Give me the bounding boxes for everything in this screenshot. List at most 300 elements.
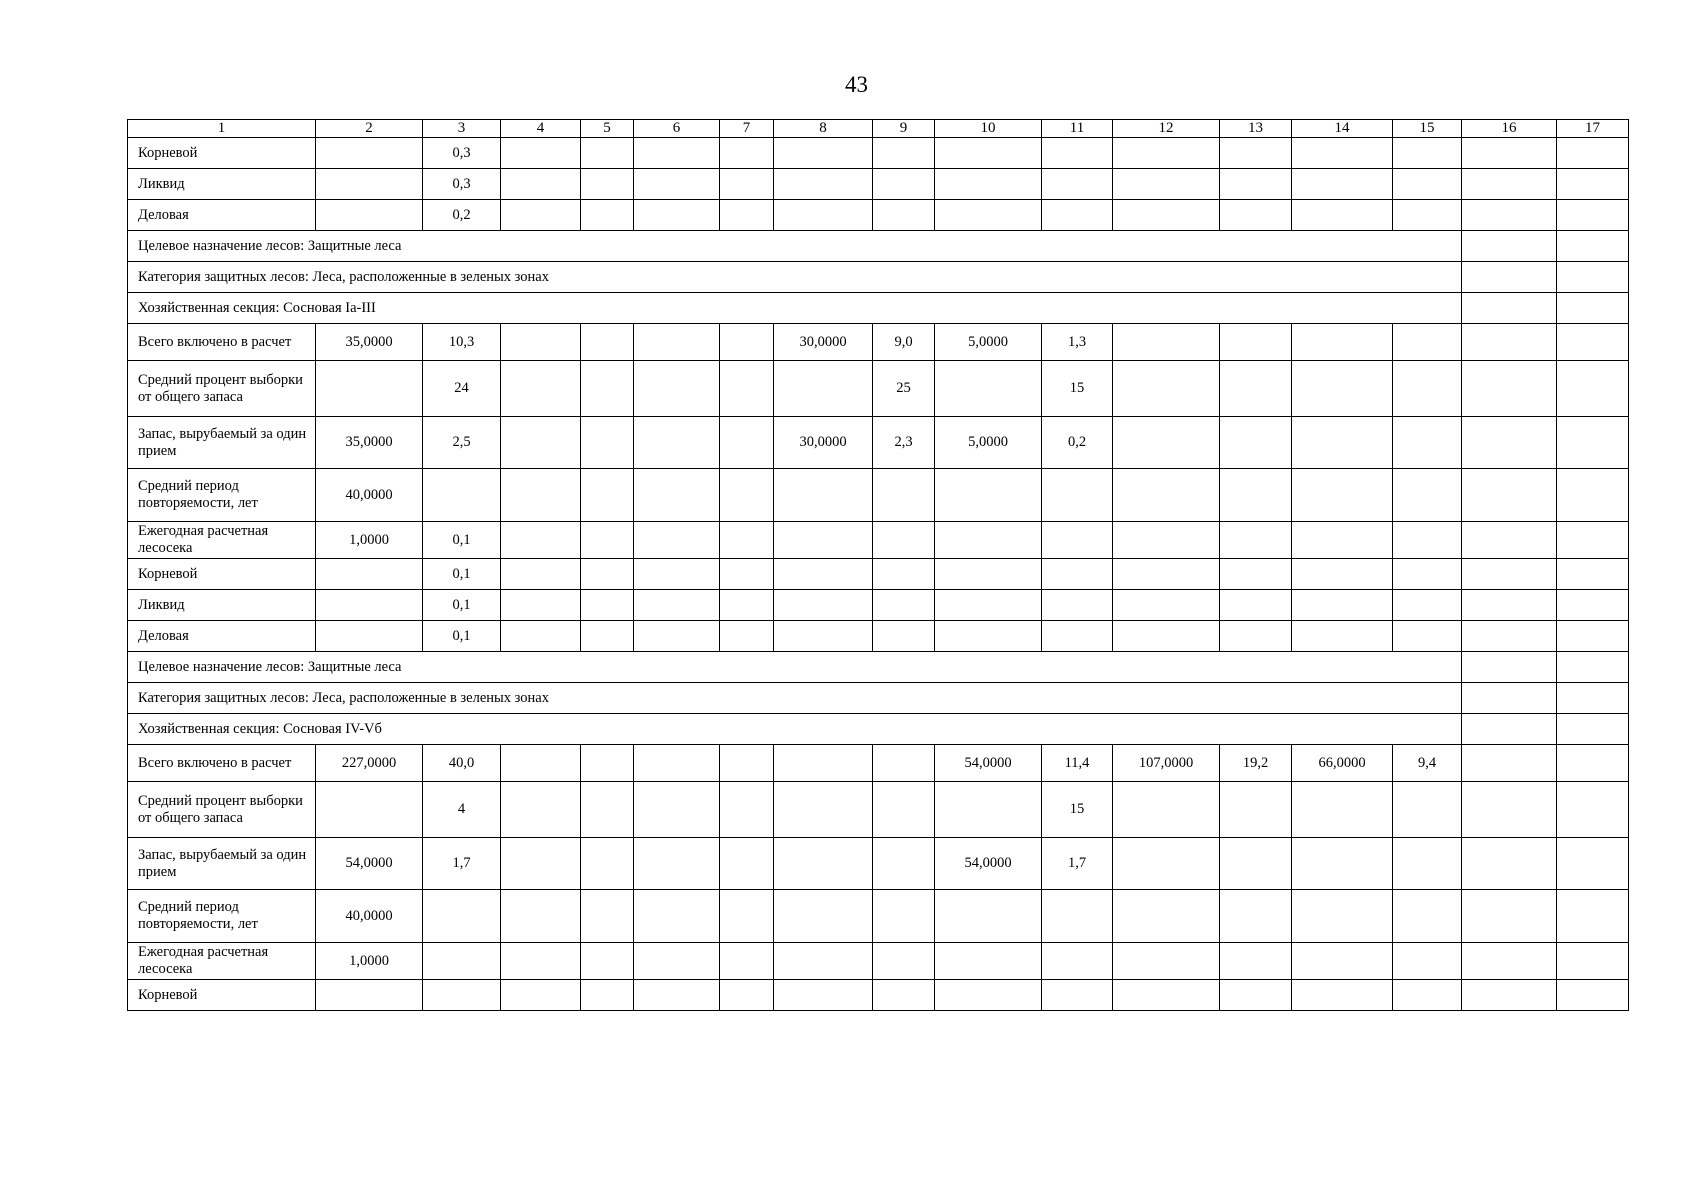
table-cell — [873, 890, 935, 943]
table-cell — [774, 590, 873, 621]
table-cell — [634, 469, 720, 522]
table-cell — [634, 138, 720, 169]
table-cell — [501, 559, 581, 590]
table-cell — [1462, 590, 1557, 621]
table-cell — [1292, 361, 1393, 417]
section-heading-row — [128, 262, 1629, 293]
column-number-cell: 2 — [316, 120, 423, 138]
table-cell: 10,3 — [423, 324, 501, 361]
table-cell — [720, 200, 774, 231]
table-cell — [1220, 621, 1292, 652]
table-cell — [935, 361, 1042, 417]
table-cell: 66,0000 — [1292, 745, 1393, 782]
table-cell — [423, 980, 501, 1011]
table-cell — [501, 469, 581, 522]
table-cell — [1292, 200, 1393, 231]
table-cell — [1292, 324, 1393, 361]
table-cell — [634, 838, 720, 890]
table-cell — [1220, 169, 1292, 200]
table-cell: 25 — [873, 361, 935, 417]
section-heading-row — [128, 293, 1629, 324]
table-cell — [581, 890, 634, 943]
column-number-cell: 8 — [774, 120, 873, 138]
table-cell — [1557, 714, 1629, 745]
table-cell — [873, 559, 935, 590]
column-number-cell: 3 — [423, 120, 501, 138]
table-row — [128, 324, 1629, 361]
table-cell — [1462, 652, 1557, 683]
table-cell: 2,5 — [423, 417, 501, 469]
section-heading: Категория защитных лесов: Леса, расположенные в зеленых зонах — [128, 262, 1462, 293]
table-cell — [720, 621, 774, 652]
table-row — [128, 590, 1629, 621]
column-number-cell: 7 — [720, 120, 774, 138]
table-cell: 15 — [1042, 361, 1113, 417]
table-cell — [581, 417, 634, 469]
table-cell — [1557, 361, 1629, 417]
table-cell — [634, 621, 720, 652]
table-cell: 1,0000 — [316, 522, 423, 559]
table-cell — [501, 943, 581, 980]
table-cell — [501, 621, 581, 652]
table-cell — [1393, 361, 1462, 417]
table-cell — [720, 943, 774, 980]
table-cell — [1113, 169, 1220, 200]
table-cell — [581, 361, 634, 417]
row-label: Средний процент выборки от общего запаса — [128, 361, 316, 417]
table-cell — [1220, 980, 1292, 1011]
table-cell — [1557, 169, 1629, 200]
table-cell — [316, 559, 423, 590]
table-cell — [1292, 943, 1393, 980]
table-body — [128, 120, 1629, 1011]
table-cell — [1113, 943, 1220, 980]
table-row — [128, 200, 1629, 231]
allowable-cut-table — [127, 119, 1629, 1011]
table-cell — [1292, 890, 1393, 943]
table-cell — [1462, 782, 1557, 838]
column-number-cell: 17 — [1557, 120, 1629, 138]
table-cell — [873, 138, 935, 169]
table-cell: 1,7 — [1042, 838, 1113, 890]
section-heading-row — [128, 683, 1629, 714]
row-label: Средний процент выборки от общего запаса — [128, 782, 316, 838]
table-cell — [501, 590, 581, 621]
table-cell — [1292, 559, 1393, 590]
table-cell — [1462, 138, 1557, 169]
table-cell: 5,0000 — [935, 417, 1042, 469]
table-cell: 0,3 — [423, 169, 501, 200]
table-cell — [1557, 745, 1629, 782]
table-cell — [1042, 138, 1113, 169]
table-cell — [316, 621, 423, 652]
table-cell — [1557, 943, 1629, 980]
table-cell — [1113, 361, 1220, 417]
table-cell — [774, 782, 873, 838]
table-cell — [1113, 200, 1220, 231]
table-cell — [316, 590, 423, 621]
section-heading-row — [128, 714, 1629, 745]
table-cell: 35,0000 — [316, 417, 423, 469]
table-cell — [581, 469, 634, 522]
table-cell — [1462, 522, 1557, 559]
table-cell — [873, 522, 935, 559]
table-cell — [1462, 417, 1557, 469]
column-number-cell: 4 — [501, 120, 581, 138]
table-cell — [720, 324, 774, 361]
table-cell — [1393, 980, 1462, 1011]
table-cell — [1042, 522, 1113, 559]
table-cell — [720, 890, 774, 943]
row-label: Деловая — [128, 200, 316, 231]
table-cell — [1462, 324, 1557, 361]
table-cell — [581, 169, 634, 200]
table-cell: 0,1 — [423, 559, 501, 590]
table-cell — [634, 980, 720, 1011]
table-cell — [1220, 943, 1292, 980]
table-cell — [873, 200, 935, 231]
table-cell — [1557, 838, 1629, 890]
table-cell: 0,1 — [423, 590, 501, 621]
table-cell — [720, 469, 774, 522]
table-cell: 35,0000 — [316, 324, 423, 361]
table-cell — [1557, 324, 1629, 361]
table-cell — [501, 782, 581, 838]
table-cell — [316, 361, 423, 417]
table-cell — [1557, 469, 1629, 522]
row-label: Корневой — [128, 980, 316, 1011]
table-cell — [501, 200, 581, 231]
table-cell — [1113, 522, 1220, 559]
table-cell — [316, 200, 423, 231]
table-cell — [581, 324, 634, 361]
table-cell — [501, 138, 581, 169]
page-number: 43 — [845, 72, 868, 97]
table-cell — [1393, 943, 1462, 980]
table-cell — [1292, 469, 1393, 522]
table-cell — [1113, 621, 1220, 652]
table-cell — [935, 200, 1042, 231]
table-cell — [581, 621, 634, 652]
table-cell — [1557, 293, 1629, 324]
table-cell — [581, 745, 634, 782]
table-cell — [1042, 469, 1113, 522]
table-cell — [634, 169, 720, 200]
table-cell — [634, 590, 720, 621]
table-cell — [935, 621, 1042, 652]
column-number-cell: 11 — [1042, 120, 1113, 138]
column-number-cell: 16 — [1462, 120, 1557, 138]
table-cell — [1557, 417, 1629, 469]
table-cell — [1557, 231, 1629, 262]
column-number-cell: 10 — [935, 120, 1042, 138]
table-cell — [581, 522, 634, 559]
table-cell — [720, 980, 774, 1011]
row-label: Ликвид — [128, 590, 316, 621]
table-cell: 30,0000 — [774, 324, 873, 361]
table-cell: 0,3 — [423, 138, 501, 169]
table-cell: 40,0000 — [316, 890, 423, 943]
table-cell — [316, 169, 423, 200]
table-row — [128, 943, 1629, 980]
table-row — [128, 838, 1629, 890]
table-cell — [1393, 838, 1462, 890]
table-cell — [774, 621, 873, 652]
table-cell — [1292, 417, 1393, 469]
table-cell — [1220, 890, 1292, 943]
table-cell — [720, 590, 774, 621]
table-cell — [1292, 590, 1393, 621]
table-cell: 0,1 — [423, 621, 501, 652]
table-cell — [634, 943, 720, 980]
table-cell — [634, 559, 720, 590]
table-row — [128, 138, 1629, 169]
table-cell — [935, 469, 1042, 522]
table-cell — [581, 782, 634, 838]
table-cell — [1393, 169, 1462, 200]
table-cell — [935, 522, 1042, 559]
table-cell — [581, 980, 634, 1011]
table-cell: 4 — [423, 782, 501, 838]
table-cell — [634, 417, 720, 469]
table-cell — [774, 745, 873, 782]
table-row — [128, 890, 1629, 943]
row-label: Запас, вырубаемый за один прием — [128, 417, 316, 469]
table-cell — [501, 169, 581, 200]
table-cell — [1220, 324, 1292, 361]
table-cell — [1042, 590, 1113, 621]
table-cell: 54,0000 — [316, 838, 423, 890]
table-cell — [774, 980, 873, 1011]
row-label: Корневой — [128, 559, 316, 590]
table-cell — [1292, 621, 1393, 652]
table-cell — [720, 361, 774, 417]
table-cell — [1462, 890, 1557, 943]
table-cell — [1462, 469, 1557, 522]
table-cell — [774, 469, 873, 522]
table-cell: 9,4 — [1393, 745, 1462, 782]
section-heading: Целевое назначение лесов: Защитные леса — [128, 652, 1462, 683]
table-cell — [1393, 138, 1462, 169]
table-row — [128, 169, 1629, 200]
table-cell — [634, 324, 720, 361]
table-cell — [1557, 262, 1629, 293]
column-number-cell: 12 — [1113, 120, 1220, 138]
row-label: Деловая — [128, 621, 316, 652]
table-cell — [873, 782, 935, 838]
section-heading: Категория защитных лесов: Леса, расположенные в зеленых зонах — [128, 683, 1462, 714]
column-number-cell: 6 — [634, 120, 720, 138]
table-cell: 0,2 — [423, 200, 501, 231]
table-cell — [501, 890, 581, 943]
table-row — [128, 417, 1629, 469]
table-cell — [1113, 980, 1220, 1011]
table-cell — [935, 590, 1042, 621]
table-cell — [1220, 522, 1292, 559]
table-cell: 9,0 — [873, 324, 935, 361]
table-row — [128, 469, 1629, 522]
table-cell — [720, 138, 774, 169]
table-cell — [774, 943, 873, 980]
table-cell — [316, 138, 423, 169]
table-cell — [634, 745, 720, 782]
table-cell — [1393, 469, 1462, 522]
table-cell: 19,2 — [1220, 745, 1292, 782]
table-cell — [720, 559, 774, 590]
table-cell — [423, 469, 501, 522]
row-label: Корневой — [128, 138, 316, 169]
table-cell — [1220, 782, 1292, 838]
table-cell — [1462, 169, 1557, 200]
table-cell — [774, 890, 873, 943]
table-cell — [501, 838, 581, 890]
row-label: Всего включено в расчет — [128, 324, 316, 361]
table-cell — [1557, 621, 1629, 652]
row-label: Средний период повторяемости, лет — [128, 469, 316, 522]
table-cell: 15 — [1042, 782, 1113, 838]
table-cell — [1220, 138, 1292, 169]
table-cell — [1557, 980, 1629, 1011]
column-number-cell: 5 — [581, 120, 634, 138]
table-cell — [1220, 838, 1292, 890]
table-cell — [935, 782, 1042, 838]
table-cell: 107,0000 — [1113, 745, 1220, 782]
table-cell — [316, 980, 423, 1011]
table-cell — [581, 559, 634, 590]
table-cell — [1292, 522, 1393, 559]
table-cell — [1393, 621, 1462, 652]
table-cell — [1220, 200, 1292, 231]
table-cell — [1462, 714, 1557, 745]
column-number-row — [128, 120, 1629, 138]
table-cell — [1042, 621, 1113, 652]
table-cell: 54,0000 — [935, 745, 1042, 782]
table-cell — [720, 417, 774, 469]
table-cell — [1220, 417, 1292, 469]
table-cell: 30,0000 — [774, 417, 873, 469]
table-cell — [1393, 890, 1462, 943]
table-cell — [423, 943, 501, 980]
table-row — [128, 621, 1629, 652]
table-cell — [501, 324, 581, 361]
table-cell — [774, 200, 873, 231]
table-cell — [1042, 169, 1113, 200]
table-cell — [774, 522, 873, 559]
table-cell — [581, 590, 634, 621]
column-number-cell: 9 — [873, 120, 935, 138]
table-row — [128, 745, 1629, 782]
table-cell — [1113, 782, 1220, 838]
row-label: Ежегодная расчетная лесосека — [128, 522, 316, 559]
table-cell — [1557, 522, 1629, 559]
table-cell — [1220, 559, 1292, 590]
table-cell — [1042, 200, 1113, 231]
column-number-cell: 1 — [128, 120, 316, 138]
table-cell: 227,0000 — [316, 745, 423, 782]
table-cell — [634, 890, 720, 943]
row-label: Средний период повторяемости, лет — [128, 890, 316, 943]
table-cell — [935, 890, 1042, 943]
section-heading: Целевое назначение лесов: Защитные леса — [128, 231, 1462, 262]
table-cell — [1557, 652, 1629, 683]
table-cell: 11,4 — [1042, 745, 1113, 782]
table-cell — [1220, 469, 1292, 522]
table-cell — [1393, 324, 1462, 361]
table-cell — [1292, 838, 1393, 890]
table-cell: 1,7 — [423, 838, 501, 890]
table-cell — [1113, 417, 1220, 469]
table-cell — [501, 522, 581, 559]
column-number-cell: 13 — [1220, 120, 1292, 138]
table-cell — [935, 980, 1042, 1011]
table-cell — [774, 559, 873, 590]
table-cell — [1220, 590, 1292, 621]
table-cell — [774, 838, 873, 890]
table-cell — [1557, 890, 1629, 943]
table-cell — [935, 138, 1042, 169]
table-cell — [1393, 782, 1462, 838]
table-cell — [1462, 293, 1557, 324]
table-cell — [1557, 138, 1629, 169]
column-number-cell: 14 — [1292, 120, 1393, 138]
table-row — [128, 559, 1629, 590]
table-cell — [1292, 980, 1393, 1011]
column-number-cell: 15 — [1393, 120, 1462, 138]
section-heading-row — [128, 231, 1629, 262]
table-cell — [873, 590, 935, 621]
table-cell: 40,0 — [423, 745, 501, 782]
table-cell — [935, 943, 1042, 980]
table-cell — [1042, 980, 1113, 1011]
table-cell — [935, 169, 1042, 200]
table-cell — [935, 559, 1042, 590]
table-cell: 2,3 — [873, 417, 935, 469]
table-cell — [501, 980, 581, 1011]
table-cell — [581, 838, 634, 890]
table-cell — [1462, 943, 1557, 980]
table-cell — [1462, 683, 1557, 714]
table-row — [128, 361, 1629, 417]
table-cell: 0,1 — [423, 522, 501, 559]
table-cell — [720, 838, 774, 890]
table-cell — [1557, 559, 1629, 590]
table-cell — [1462, 361, 1557, 417]
row-label: Ежегодная расчетная лесосека — [128, 943, 316, 980]
table-cell — [316, 782, 423, 838]
table-cell: 40,0000 — [316, 469, 423, 522]
table-cell — [1462, 231, 1557, 262]
table-cell — [1292, 138, 1393, 169]
table-row — [128, 980, 1629, 1011]
table-row — [128, 782, 1629, 838]
table-cell — [1393, 522, 1462, 559]
table-cell — [720, 169, 774, 200]
table-cell — [873, 980, 935, 1011]
table-cell — [1113, 890, 1220, 943]
table-cell — [1113, 469, 1220, 522]
table-cell — [1462, 621, 1557, 652]
table-cell — [873, 838, 935, 890]
table-cell — [1042, 943, 1113, 980]
table-cell — [1462, 200, 1557, 231]
table-cell — [1042, 559, 1113, 590]
table-cell — [720, 745, 774, 782]
section-heading: Хозяйственная секция: Сосновая IV-Vб — [128, 714, 1462, 745]
table-cell — [634, 782, 720, 838]
table-cell — [1462, 745, 1557, 782]
table-cell: 54,0000 — [935, 838, 1042, 890]
table-cell — [774, 361, 873, 417]
